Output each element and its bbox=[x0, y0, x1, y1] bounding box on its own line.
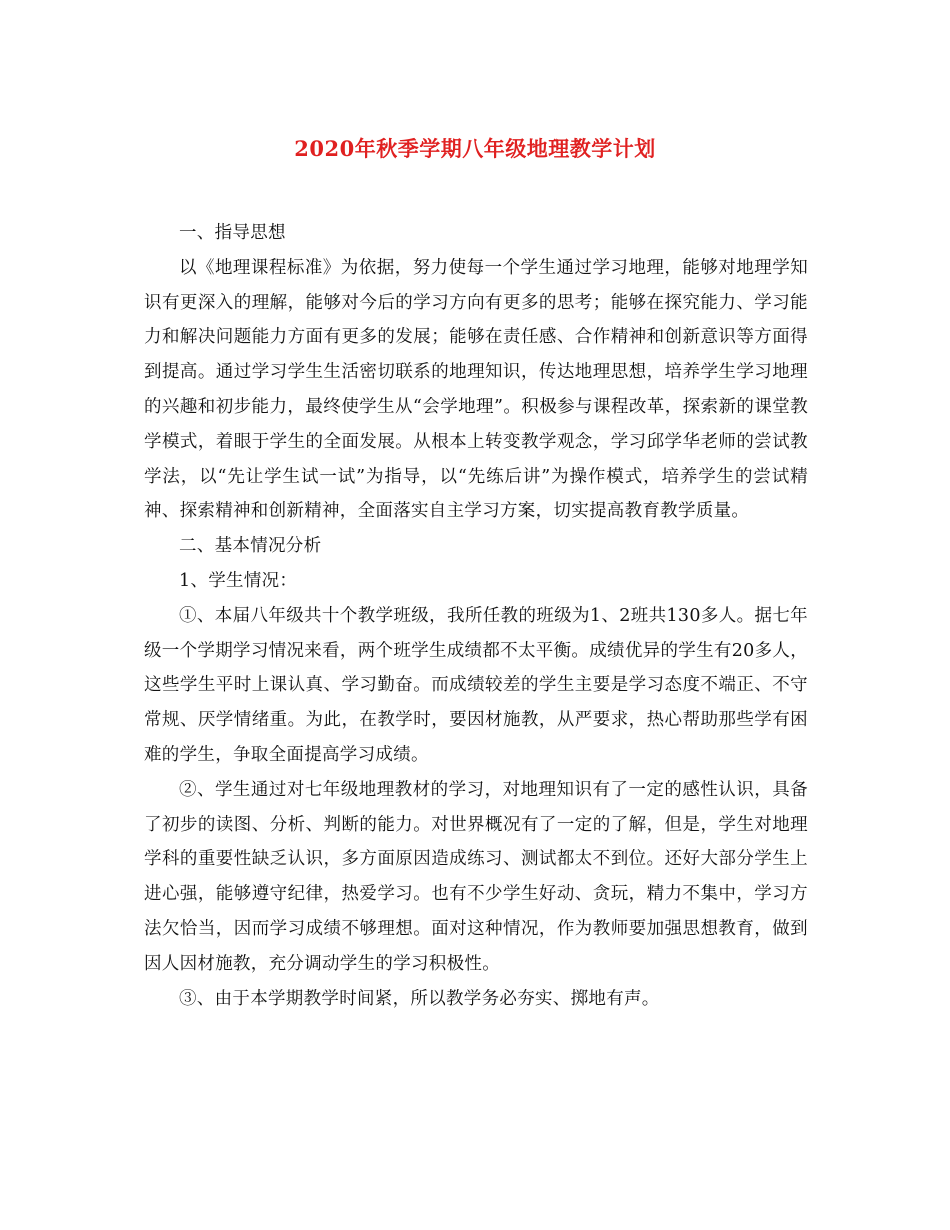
paragraph-guiding-thought: 以《地理课程标准》为依据，努力使每一个学生通过学习地理，能够对地理学知识有更深入的理解，能够对今后的学习方向有更多的思考；能够在探究能力、学习能力和解决问题能力方面有更多的发展；能够在责任感、合作精神和创新意识等方面得到提高。通过学习学生生活密切联系的地理知识，传达地理思想，培养学生学习地理的兴趣和初步能力，最终使学生从“会学地理”。积极参与课程改革，探索新的课堂教学模式，着眼于学生的全面发展。从根本上转变教学观念，学习邱学华老师的尝试教学法，以“先让学生试一试”为指导，以“先练后讲”为操作模式，培养学生的尝试精神、探索精神和创新精神，全面落实自主学习方案，切实提高教育教学质量。 bbox=[144, 257, 808, 522]
document-body bbox=[144, 216, 808, 1016]
paragraph-point-1: ①、本届八年级共十个教学班级，我所任教的班级为1、2班共130多人。据七年级一个学期学习情况来看，两个班学生成绩都不太平衡。成绩优异的学生有20多人，这些学生平时上课认真、学习勤奋。而成绩较差的学生主要是学习态度不端正、不守常规、厌学情绪重。为此，在教学时，要因材施教，从严要求，热心帮助那些学有困难的学生，争取全面提高学习成绩。 bbox=[144, 605, 808, 765]
section-heading-situation-analysis: 二、基本情况分析 bbox=[179, 536, 322, 557]
paragraph-point-3: ③、由于本学期教学时间紧，所以教学务必夯实、掷地有声。 bbox=[179, 988, 660, 1009]
section-heading-guiding-thought: 一、指导思想 bbox=[179, 223, 286, 243]
document-title: 2020年秋季学期八年级地理教学计划 bbox=[294, 136, 656, 161]
subheading-student-situation: 1、学生情况： bbox=[179, 570, 298, 591]
paragraph-point-2: ②、学生通过对七年级地理教材的学习，对地理知识有了一定的感性认识，具备了初步的读图、分析、判断的能力。对世界概况有了一定的了解，但是，学生对地理学科的重要性缺乏认识，多方面原因造成练习、测试都太不到位。还好大部分学生上进心强，能够遵守纪律，热爱学习。也有不少学生好动、贪玩，精力不集中，学习方法欠恰当，因而学习成绩不够理想。面对这种情况，作为教师要加强思想教育，做到因人因材施教，充分调动学生的学习积极性。 bbox=[144, 779, 808, 974]
